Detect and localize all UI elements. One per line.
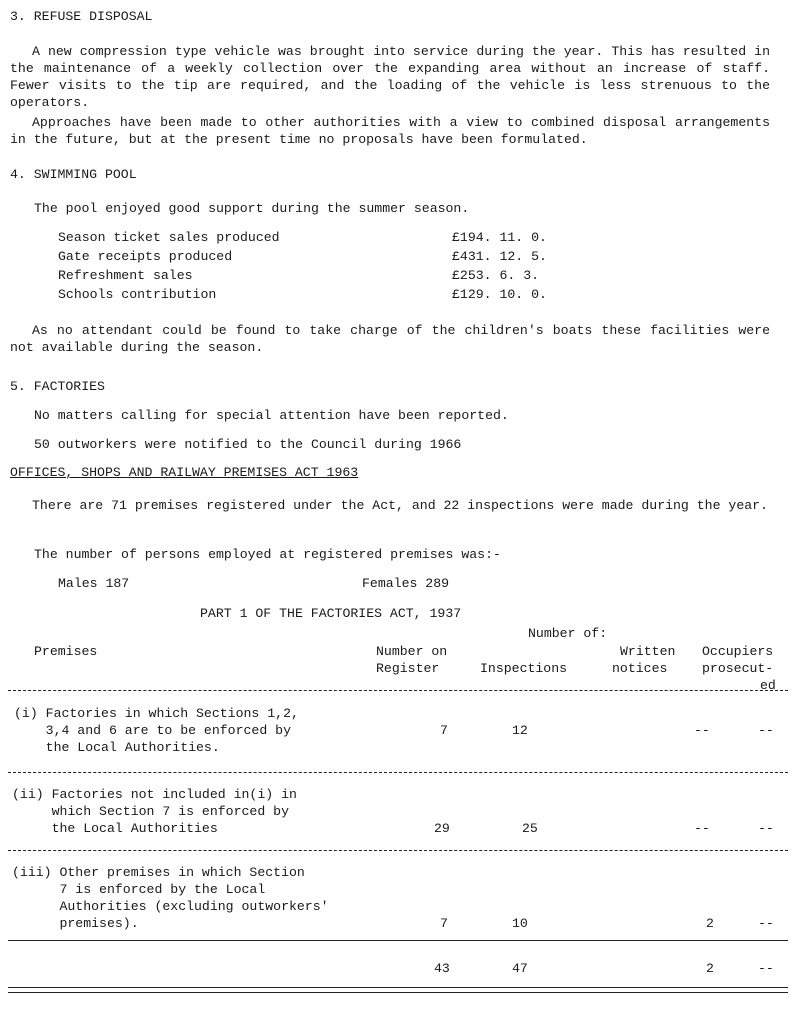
row-desc-line: 7 is enforced by the Local [12, 882, 266, 897]
pool-item-amount: £129. 10. 0. [452, 287, 547, 302]
row-occupiers: -- [758, 916, 774, 931]
row-desc-line: premises). [12, 916, 139, 931]
row-desc-line: the Local Authorities [12, 821, 218, 836]
row-inspections: 10 [512, 916, 528, 931]
col-header-written-line2: notices [612, 661, 668, 676]
section-3-heading: 3. REFUSE DISPOSAL [10, 9, 153, 24]
total-register: 43 [434, 961, 450, 976]
row-divider [8, 850, 788, 851]
section-4-heading: 4. SWIMMING POOL [10, 167, 137, 182]
offices-paragraph: There are 71 premises registered under the Act, and 22 inspections were made during the year. [32, 498, 768, 513]
pool-item-label: Schools contribution [58, 287, 217, 302]
pool-note: As no attendant could be found to take charge of the children's boats these facilities were not available during the season. [10, 323, 770, 355]
males-count: Males 187 [58, 576, 130, 591]
total-inspections: 47 [512, 961, 528, 976]
col-header-inspections: Inspections [480, 661, 568, 676]
number-of-header: Number of: [528, 626, 608, 641]
table-header-rule [8, 690, 788, 691]
section-5-heading: 5. FACTORIES [10, 379, 105, 394]
pool-item-label: Refreshment sales [58, 268, 193, 283]
table-bottom-rule [8, 987, 788, 988]
offices-heading: OFFICES, SHOPS AND RAILWAY PREMISES ACT 1963 [10, 465, 359, 480]
col-header-occupiers-line1: Occupiers [702, 644, 774, 659]
row-occupiers: -- [758, 821, 774, 836]
col-header-register-line2: Register [376, 661, 440, 676]
table-bottom-double-rule [8, 992, 788, 993]
employed-line: The number of persons employed at registered premises was:- [34, 547, 501, 562]
pool-intro: The pool enjoyed good support during the summer season. [34, 201, 470, 216]
row-desc-line: 3,4 and 6 are to be enforced by [14, 723, 291, 738]
col-header-written-line1: Written [620, 644, 676, 659]
pool-item-label: Gate receipts produced [58, 249, 233, 264]
row-written: -- [694, 723, 710, 738]
col-header-occupiers-line3: ed [760, 678, 776, 693]
row-desc-line: which Section 7 is enforced by [12, 804, 289, 819]
table-total-rule [8, 940, 788, 941]
row-desc-line: (iii) Other premises in which Section [12, 865, 305, 880]
col-header-premises: Premises [34, 644, 98, 659]
row-desc-line: Authorities (excluding outworkers' [12, 899, 329, 914]
pool-item-amount: £431. 12. 5. [452, 249, 547, 264]
row-written: 2 [706, 916, 714, 931]
row-inspections: 25 [522, 821, 538, 836]
table-title: PART 1 OF THE FACTORIES ACT, 1937 [200, 606, 462, 621]
factories-line-1: No matters calling for special attention have been reported. [34, 408, 509, 423]
pool-item-amount: £253. 6. 3. [452, 268, 540, 283]
refuse-paragraph-2: Approaches have been made to other authorities with a view to combined disposal arrangements in the future, but at the present time no proposals have been formulated. [10, 115, 770, 147]
pool-item-label: Season ticket sales produced [58, 230, 280, 245]
row-occupiers: -- [758, 723, 774, 738]
col-header-register-line1: Number on [376, 644, 448, 659]
row-divider [8, 772, 788, 773]
row-desc-line: (i) Factories in which Sections 1,2, [14, 706, 299, 721]
col-header-occupiers-line2: prosecut- [702, 661, 774, 676]
row-register: 29 [434, 821, 450, 836]
row-desc-line: (ii) Factories not included in(i) in [12, 787, 297, 802]
pool-item-amount: £194. 11. 0. [452, 230, 547, 245]
row-inspections: 12 [512, 723, 528, 738]
refuse-paragraph-1: A new compression type vehicle was brought into service during the year. This has resulted in the maintenance of a weekly collection over the expanding area without an increase of staff. Fewer visits to the tip are required, and the loading of the vehicle is less strenuous to the operators. [10, 44, 770, 110]
factories-line-2: 50 outworkers were notified to the Council during 1966 [34, 437, 462, 452]
total-occupiers: -- [758, 961, 774, 976]
total-written: 2 [706, 961, 714, 976]
row-desc-line: the Local Authorities. [14, 740, 220, 755]
females-count: Females 289 [362, 576, 450, 591]
row-register: 7 [440, 723, 448, 738]
row-register: 7 [440, 916, 448, 931]
row-written: -- [694, 821, 710, 836]
